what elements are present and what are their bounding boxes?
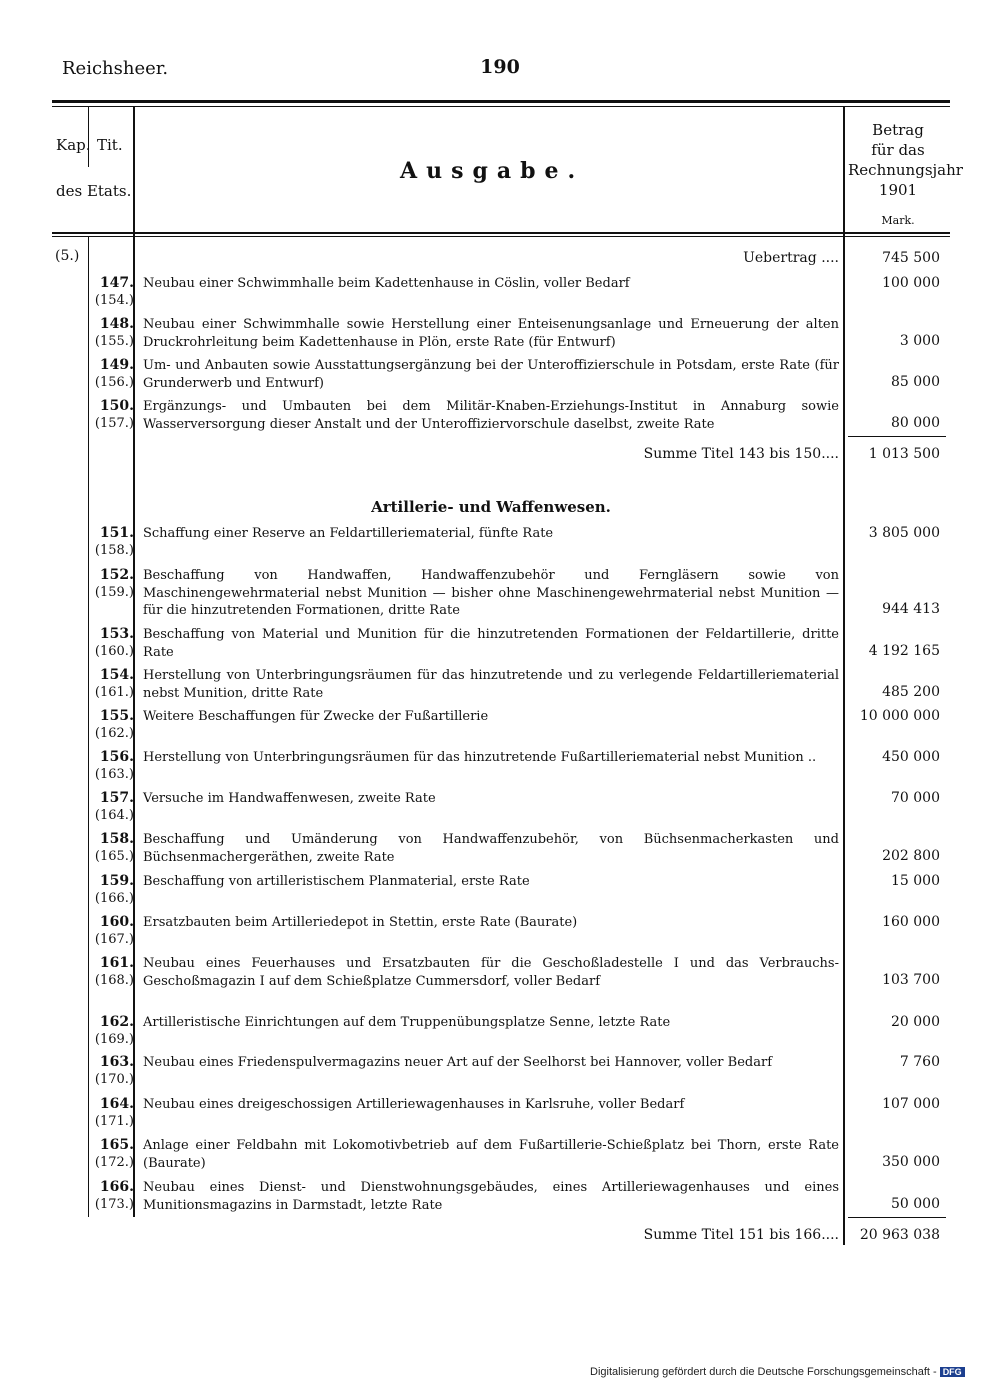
item-amount: 10 000 000	[859, 708, 940, 724]
item-amount: 3 805 000	[868, 525, 940, 541]
previous-title-number: (158.)	[94, 543, 134, 558]
previous-title-number: (169.)	[94, 1032, 134, 1047]
item-amount: 103 700	[882, 972, 940, 988]
title-number: 165.	[99, 1137, 134, 1153]
betrag-line: Rechnungsjahr	[848, 161, 963, 179]
digitization-credit	[590, 1366, 965, 1378]
item-text: Neubau eines Dienst- und Dienstwohnungsgebäudes, eines Artilleriewagenhauses und eines Munitionsmagazins in Darmstadt, letzte Rate	[143, 1180, 839, 1213]
column-divider-kap-tit-body	[88, 237, 89, 1217]
title-number: 153.	[99, 626, 134, 642]
title-number: 159.	[99, 873, 134, 889]
column-header-kap: Kap.	[56, 136, 91, 154]
title-number-cell	[90, 708, 134, 742]
title-number-cell	[90, 749, 134, 783]
title-number-cell	[90, 914, 134, 948]
item-amount: 485 200	[882, 684, 940, 700]
title-number: 155.	[99, 708, 134, 724]
title-number-cell	[90, 667, 134, 701]
title-number: 158.	[99, 831, 134, 847]
previous-title-number: (168.)	[94, 973, 134, 988]
item-text: Beschaffung von Handwaffen, Handwaffenzubehör und Ferngläsern sowie von Maschinengewehrmaterial nebst Munition — bisher ohne Maschinengewehrmaterial nebst Munition — für die hinzutretenden Formationen, dritte Rate	[143, 568, 839, 618]
item-text: Ergänzungs- und Umbauten bei dem Militär-Knaben-Erziehungs-Institut in Annaburg sowie Wasserversorgung dieser Anstalt und der Unteroffiziervorschule daselbst, zweite Rate	[143, 399, 839, 432]
item-amount: 50 000	[891, 1196, 940, 1212]
title-number: 149.	[99, 357, 134, 373]
running-head	[0, 58, 1000, 82]
previous-title-number: (171.)	[94, 1114, 134, 1129]
previous-title-number: (162.)	[94, 726, 134, 741]
column-header-ausgabe: Ausgabe.	[400, 158, 585, 184]
previous-title-number: (154.)	[94, 293, 134, 308]
title-number: 163.	[99, 1054, 134, 1070]
running-head-title: Reichsheer.	[62, 58, 169, 79]
title-number: 152.	[99, 567, 134, 583]
item-amount: 107 000	[882, 1096, 940, 1112]
previous-title-number: (164.)	[94, 808, 134, 823]
title-number: 147.	[99, 275, 134, 291]
item-text: Neubau einer Schwimmhalle beim Kadettenhause in Cöslin, voller Bedarf	[143, 276, 630, 291]
section-heading: Artillerie- und Waffenwesen.	[371, 498, 611, 516]
kap-value: (5.)	[55, 248, 80, 264]
column-header-tit: Tit.	[97, 136, 123, 154]
item-text: Versuche im Handwaffenwesen, zweite Rate	[143, 791, 436, 806]
item-amount: 450 000	[882, 749, 940, 765]
title-number-cell	[90, 1179, 134, 1213]
title-number-cell	[90, 626, 134, 660]
betrag-line: 1901	[878, 181, 918, 199]
item-text: Anlage einer Feldbahn mit Lokomotivbetrieb auf dem Fußartillerie-Schießplatz bei Thorn, erste Rate (Baurate)	[143, 1138, 839, 1171]
item-amount: 7 760	[899, 1054, 940, 1070]
title-number-cell	[90, 567, 134, 601]
title-number-cell	[90, 955, 134, 989]
item-text: Herstellung von Unterbringungsräumen für das hinzutretende Fußartilleriematerial nebst Munition ..	[143, 750, 817, 765]
previous-title-number: (173.)	[94, 1197, 134, 1212]
item-amount: 3 000	[899, 333, 940, 349]
item-text: Schaffung einer Reserve an Feldartilleriematerial, fünfte Rate	[143, 526, 554, 541]
previous-title-number: (167.)	[94, 932, 134, 947]
title-number: 154.	[99, 667, 134, 683]
title-number: 166.	[99, 1179, 134, 1195]
title-number: 148.	[99, 316, 134, 332]
header-bottom-rule	[52, 232, 950, 234]
item-text: Artilleristische Einrichtungen auf dem Truppenübungsplatze Senne, letzte Rate	[143, 1015, 671, 1030]
item-text: Ersatzbauten beim Artilleriedepot in Stettin, erste Rate (Baurate)	[143, 915, 578, 930]
item-text: Beschaffung von artilleristischem Planmaterial, erste Rate	[143, 874, 530, 889]
sum-label: Summe Titel 151 bis 166....	[643, 1227, 839, 1243]
item-amount: 80 000	[891, 415, 940, 431]
item-text: Herstellung von Unterbringungsräumen für das hinzutretende und zu verlegende Feldartilleriematerial nebst Munition, dritte Rate	[143, 668, 839, 701]
item-amount: 4 192 165	[868, 643, 940, 659]
title-number-cell	[90, 1014, 134, 1048]
title-number-cell	[90, 1054, 134, 1088]
title-number-cell	[90, 398, 134, 432]
title-number-cell	[90, 316, 134, 350]
betrag-line: für das	[871, 141, 925, 159]
previous-title-number: (165.)	[94, 849, 134, 864]
top-rule-thick	[52, 100, 950, 103]
previous-title-number: (163.)	[94, 767, 134, 782]
item-text: Neubau eines Feuerhauses und Ersatzbauten für die Geschoßladestelle I und das Verbrauchs-Geschoßmagazin I auf dem Schießplatze Cummersdorf, voller Bedarf	[143, 956, 839, 989]
sum-amount: 1 013 500	[868, 446, 940, 462]
item-amount: 20 000	[891, 1014, 940, 1030]
title-number-cell	[90, 1096, 134, 1130]
sum-amount: 20 963 038	[859, 1227, 940, 1243]
credit-text: Digitalisierung gefördert durch die Deutsche Forschungsgemeinschaft -	[590, 1366, 937, 1378]
previous-title-number: (155.)	[94, 334, 134, 349]
item-amount: 944 413	[882, 601, 940, 617]
previous-title-number: (159.)	[94, 585, 134, 600]
title-number-cell	[90, 873, 134, 907]
title-number: 162.	[99, 1014, 134, 1030]
column-divider-text	[133, 107, 135, 1217]
item-amount: 202 800	[882, 848, 940, 864]
previous-title-number: (172.)	[94, 1155, 134, 1170]
betrag-line: Betrag	[872, 121, 924, 139]
item-text: Neubau eines dreigeschossigen Artilleriewagenhauses in Karlsruhe, voller Bedarf	[143, 1097, 685, 1112]
uebertrag-label: Uebertrag ....	[743, 250, 839, 266]
title-number: 151.	[99, 525, 134, 541]
title-number: 150.	[99, 398, 134, 414]
previous-title-number: (170.)	[94, 1072, 134, 1087]
title-number: 157.	[99, 790, 134, 806]
page-number: 190	[480, 56, 520, 78]
title-number-cell	[90, 357, 134, 391]
item-amount: 160 000	[882, 914, 940, 930]
item-amount: 15 000	[891, 873, 940, 889]
column-header-betrag	[848, 120, 963, 200]
item-text: Neubau eines Friedenspulvermagazins neuer Art auf der Seelhorst bei Hannover, voller Bedarf	[143, 1055, 773, 1070]
previous-title-number: (161.)	[94, 685, 134, 700]
title-number: 160.	[99, 914, 134, 930]
title-number: 161.	[99, 955, 134, 971]
title-number-cell	[90, 831, 134, 865]
item-amount: 350 000	[882, 1154, 940, 1170]
title-number-cell	[90, 525, 134, 559]
title-number: 164.	[99, 1096, 134, 1112]
title-number-cell	[90, 790, 134, 824]
previous-title-number: (157.)	[94, 416, 134, 431]
title-number-cell	[90, 1137, 134, 1171]
column-divider-amount	[843, 107, 845, 1245]
item-text: Neubau einer Schwimmhalle sowie Herstellung einer Enteisenungsanlage und Erneuerung der alten Druckrohrleitung beim Kadettenhause in Plön, erste Rate (für Entwurf)	[143, 317, 839, 350]
dfg-logo-badge: DFG	[940, 1367, 965, 1377]
title-number-cell	[90, 275, 134, 309]
title-number: 156.	[99, 749, 134, 765]
column-header-des-etats: des Etats.	[56, 182, 132, 200]
previous-title-number: (160.)	[94, 644, 134, 659]
item-amount: 70 000	[891, 790, 940, 806]
item-amount: 100 000	[882, 275, 940, 291]
item-text: Beschaffung und Umänderung von Handwaffenzubehör, von Büchsenmacherkasten und Büchsenmachergeräthen, zweite Rate	[143, 832, 839, 865]
previous-title-number: (166.)	[94, 891, 134, 906]
top-rule-thin	[52, 106, 950, 107]
header-bottom-rule-thin	[52, 236, 950, 237]
sum-rule	[848, 1217, 946, 1218]
sum-label: Summe Titel 143 bis 150....	[643, 446, 839, 462]
item-text: Beschaffung von Material und Munition für die hinzutretenden Formationen der Feldartillerie, dritte Rate	[143, 627, 839, 660]
column-header-mark: Mark.	[881, 214, 915, 227]
item-text: Um- und Anbauten sowie Ausstattungsergänzung bei der Unteroffizierschule in Potsdam, erste Rate (für Grunderwerb und Entwurf)	[143, 358, 839, 391]
item-amount: 85 000	[891, 374, 940, 390]
sum-rule	[848, 436, 946, 437]
uebertrag-amount: 745 500	[882, 250, 940, 266]
previous-title-number: (156.)	[94, 375, 134, 390]
item-text: Weitere Beschaffungen für Zwecke der Fußartillerie	[143, 709, 489, 724]
